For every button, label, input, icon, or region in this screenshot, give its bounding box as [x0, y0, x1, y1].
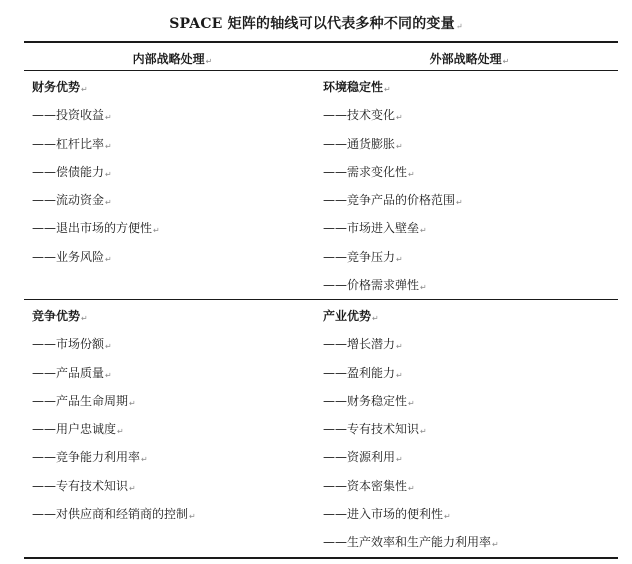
paragraph-mark-icon: ↵ — [105, 370, 112, 380]
paragraph-mark-icon: ↵ — [105, 169, 112, 179]
paragraph-mark-icon: ↵ — [105, 141, 112, 151]
paragraph-mark-icon: ↵ — [396, 113, 403, 123]
list-item: ——专有技术知识↵ — [323, 422, 427, 437]
paragraph-mark-icon: ↵ — [396, 141, 403, 151]
paragraph-mark-icon: ↵ — [420, 283, 427, 293]
list-item: ——竞争压力↵ — [323, 249, 403, 264]
list-item: ——市场进入壁垒↵ — [323, 221, 427, 236]
list-item: ——需求变化性↵ — [323, 164, 415, 179]
list-item: ——财务稳定性↵ — [323, 393, 415, 408]
competitive-section — [32, 302, 196, 528]
paragraph-mark-icon: ↵ — [129, 398, 136, 408]
paragraph-mark-icon: ↵ — [456, 198, 463, 208]
list-item: ——用户忠诚度↵ — [32, 422, 124, 437]
list-item: ——通货膨胀↵ — [323, 136, 403, 151]
list-item: ——杠杆比率↵ — [32, 136, 112, 151]
paragraph-mark-icon: ↵ — [408, 398, 415, 408]
paragraph-mark-icon: ↵ — [117, 427, 124, 437]
paragraph-mark-icon: ↵ — [105, 342, 112, 352]
paragraph-mark-icon: ↵ — [105, 198, 112, 208]
list-item: ——进入市场的便利性↵ — [323, 507, 451, 522]
paragraph-mark-icon: ↵ — [396, 254, 403, 264]
table-top-rule — [24, 41, 618, 43]
paragraph-mark-icon: ↵ — [502, 57, 510, 66]
list-item: ——增长潜力↵ — [323, 337, 403, 352]
paragraph-mark-icon: ↵ — [408, 483, 415, 493]
section-heading: 财务优势↵ — [32, 80, 88, 94]
paragraph-mark-icon: ↵ — [408, 169, 415, 179]
list-item: ——对供应商和经销商的控制↵ — [32, 507, 196, 522]
list-item: ——偿债能力↵ — [32, 164, 112, 179]
paragraph-mark-icon: ↵ — [455, 22, 463, 31]
list-item: ——资源利用↵ — [323, 450, 403, 465]
paragraph-mark-icon: ↵ — [205, 57, 213, 66]
paragraph-mark-icon: ↵ — [189, 512, 196, 522]
list-item: ——产品生命周期↵ — [32, 393, 136, 408]
list-item: ——投资收益↵ — [32, 108, 112, 123]
column-header-external: 外部战略处理↵ — [429, 52, 510, 66]
industry-section — [323, 302, 499, 557]
paragraph-mark-icon: ↵ — [129, 483, 136, 493]
financial-section — [32, 73, 160, 271]
paragraph-mark-icon: ↵ — [384, 85, 391, 94]
paragraph-mark-icon: ↵ — [81, 85, 88, 94]
paragraph-mark-icon: ↵ — [420, 427, 427, 437]
list-item: ——退出市场的方便性↵ — [32, 221, 160, 236]
paragraph-mark-icon: ↵ — [81, 314, 88, 323]
list-item: ——技术变化↵ — [323, 108, 403, 123]
header-rule — [24, 70, 618, 71]
list-item: ——产品质量↵ — [32, 365, 112, 380]
section-heading: 竞争优势↵ — [32, 309, 88, 323]
paragraph-mark-icon: ↵ — [396, 370, 403, 380]
list-item: ——业务风险↵ — [32, 249, 112, 264]
list-item: ——竞争产品的价格范围↵ — [323, 193, 463, 208]
paragraph-mark-icon: ↵ — [153, 226, 160, 236]
paragraph-mark-icon: ↵ — [420, 226, 427, 236]
paragraph-mark-icon: ↵ — [396, 455, 403, 465]
section-divider-rule — [24, 299, 618, 300]
column-header-internal: 内部战略处理↵ — [132, 52, 213, 66]
list-item: ——专有技术知识↵ — [32, 478, 136, 493]
environmental-section — [323, 73, 463, 299]
paragraph-mark-icon: ↵ — [444, 512, 451, 522]
paragraph-mark-icon: ↵ — [141, 455, 148, 465]
section-heading: 环境稳定性↵ — [323, 80, 391, 94]
list-item: ——价格需求弹性↵ — [323, 278, 427, 293]
page-title: SPACE 矩阵的轴线可以代表多种不同的变量↵ — [169, 16, 463, 32]
section-heading: 产业优势↵ — [323, 309, 379, 323]
paragraph-mark-icon: ↵ — [492, 540, 499, 550]
paragraph-mark-icon: ↵ — [396, 342, 403, 352]
paragraph-mark-icon: ↵ — [372, 314, 379, 323]
table-bottom-rule — [24, 557, 618, 559]
list-item: ——流动资金↵ — [32, 193, 112, 208]
list-item: ——资本密集性↵ — [323, 478, 415, 493]
list-item: ——盈利能力↵ — [323, 365, 403, 380]
list-item: ——市场份额↵ — [32, 337, 112, 352]
list-item: ——竞争能力利用率↵ — [32, 450, 148, 465]
paragraph-mark-icon: ↵ — [105, 254, 112, 264]
list-item: ——生产效率和生产能力利用率↵ — [323, 535, 499, 550]
paragraph-mark-icon: ↵ — [105, 113, 112, 123]
